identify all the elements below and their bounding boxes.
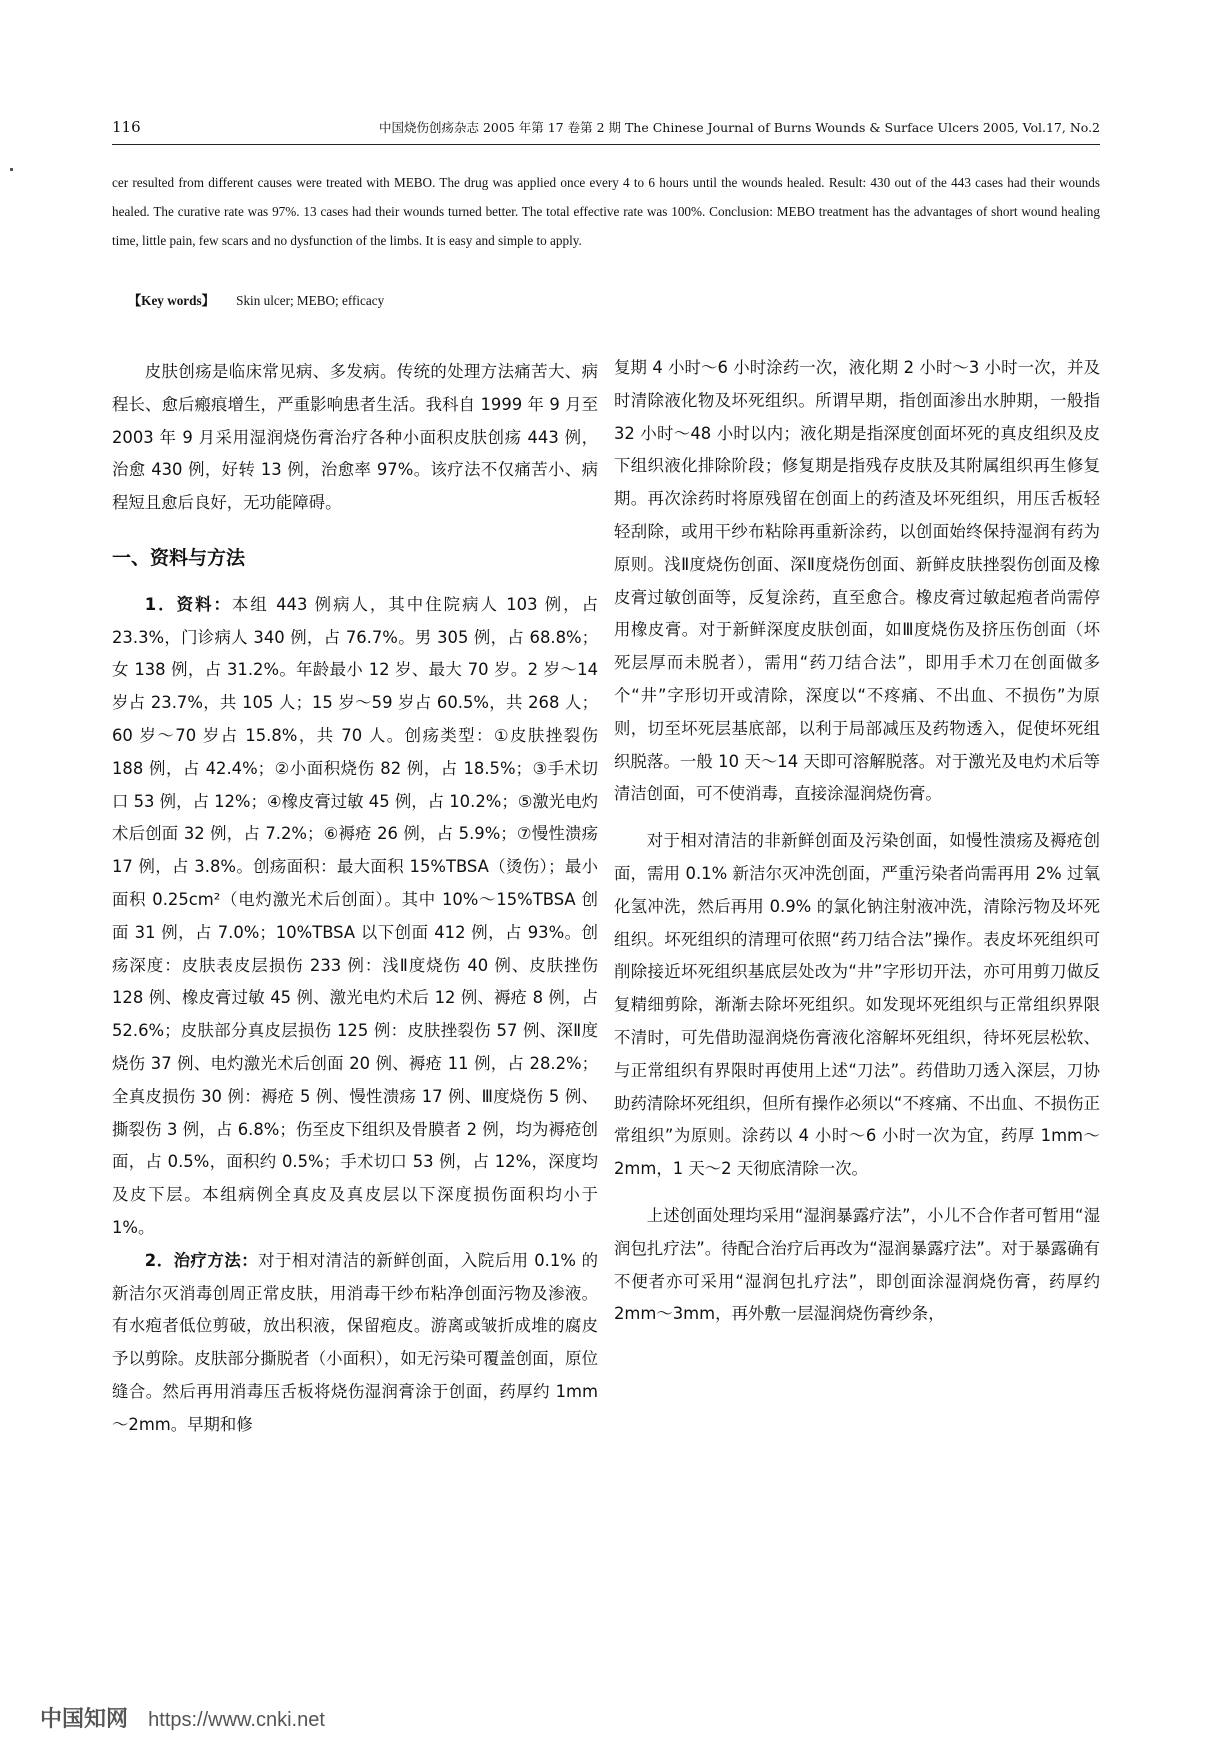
materials-text: 本组 443 例病人，其中住院病人 103 例，占 23.3%，门诊病人 340 例，占 76.7%。男 305 例，占 68.8%；女 138 例，占 31.2%。年龄最小 12 岁、最大 70 岁。2 岁～14 岁占 23.7%，共 105 人；15 岁～59 岁占 60.5%，共 268 人；60 岁～70 岁占 15.8%，共 70 人。创疡类型：①皮肤挫裂伤 188 例，占 42.4%；②小面积烧伤 82 例，占 18.5%；③手术切口 53 例，占 12%；④橡皮膏过敏 45 例，占 10.2%；⑤激光电灼术后创面 32 例，占 7.2%；⑥褥疮 26 例，占 5.9%；⑦慢性溃疡 17 例，占 3.8%。创疡面积：最大面积 15%TBSA（烫伤）；最小面积 0.25cm²（电灼激光术后创面）。其中 10%～15%TBSA 创面 31 例，占 7.0%；10%TBSA 以下创面 412 例，占 93%。创疡深度：皮肤表皮层损伤 233 例：浅Ⅱ度烧伤 40 例、皮肤挫伤 128 例、橡皮膏过敏 45 例、激光电灼术后 12 例、褥疮 8 例，占 52.6%；皮肤部分真皮层损伤 125 例：皮肤挫裂伤 57 例、深Ⅱ度烧伤 37 例、电灼激光术后创面 20 例、褥疮 11 例，占 28.2%；全真皮损伤 30 例：褥疮 5 例、慢性溃疡 17 例、Ⅲ度烧伤 5 例、撕裂伤 3 例，占 6.8%；伤至皮下组织及骨膜者 2 例，均为褥疮创面，占 0.5%，面积约 0.5%；手术切口 53 例，占 12%，深度均及皮下层。本组病例全真皮及真皮层以下深度损伤面积均小于 1%。 (112, 594, 598, 1237)
cnki-url: https://www.cnki.net (148, 1709, 325, 1731)
methods-paragraph (112, 1245, 598, 1442)
cnki-watermark (40, 1702, 325, 1733)
methods-lead: 2．治疗方法： (144, 1250, 259, 1270)
keywords-values: Skin ulcer; MEBO; efficacy (236, 293, 385, 308)
left-column (112, 356, 598, 1442)
header-divider (112, 144, 1100, 145)
methods-continued-paragraph: 复期 4 小时～6 小时涂药一次，液化期 2 小时～3 小时一次，并及时清除液化物及坏死组织。所谓早期，指创面渗出水肿期，一般指 32 小时～48 小时以内；液化期是指深度创面坏死的真皮组织及皮下组织液化排除阶段；修复期是指残存皮肤及其附属组织再生修复期。再次涂药时将原残留在创面上的药渣及坏死组织，用压舌板轻轻刮除，或用干纱布粘除再重新涂药，以创面始终保持湿润有药为原则。浅Ⅱ度烧伤创面、深Ⅱ度烧伤创面、新鲜皮肤挫裂伤创面及橡皮膏过敏创面等，反复涂药，直至愈合。橡皮膏过敏起疱者尚需停用橡皮膏。对于新鲜深度皮肤创面，如Ⅲ度烧伤及挤压伤创面（坏死层厚而未脱者），需用“药刀结合法”，即用手术刀在创面做多个“井”字形切开或清除，深度以“不疼痛、不出血、不损伤”为原则，切至坏死层基底部，以利于局部减压及药物透入，促使坏死组织脱落。一般 10 天～14 天即可溶解脱落。对于激光及电灼术后等清洁创面，可不使消毒，直接涂湿润烧伤膏。 (614, 358, 1100, 804)
contaminated-wound-paragraph: 对于相对清洁的非新鲜创面及污染创面，如慢性溃疡及褥疮创面，需用 0.1% 新洁尔灭冲洗创面，严重污染者尚需再用 2% 过氧化氢冲洗，然后再用 0.9% 的氯化钠注射液冲洗，清除污物及坏死组织。坏死组织的清理可依照“药刀结合法”操作。表皮坏死组织可削除接近坏死组织基底层处改为“井”字形切开法，亦可用剪刀做反复精细剪除，渐渐去除坏死组织。如发现坏死组织与正常组织界限不清时，可先借助湿润烧伤膏液化溶解坏死组织，待坏死层松软、与正常组织有界限时再使用上述“刀法”。药借助刀透入深层，刀协助药清除坏死组织，但所有操作必须以“不疼痛、不出血、不损伤正常组织”为原则。涂药以 4 小时～6 小时一次为宜，药厚 1mm～2mm，1 天～2 天彻底清除一次。 (614, 831, 1100, 1179)
right-column (614, 352, 1100, 1331)
scan-speck (10, 168, 13, 171)
exposure-therapy-paragraph: 上述创面处理均采用“湿润暴露疗法”，小儿不合作者可暂用“湿润包扎疗法”。待配合治疗后再改为“湿润暴露疗法”。对于暴露确有不便者亦可采用“湿润包扎疗法”，即创面涂湿润烧伤膏，药厚约 2mm～3mm，再外敷一层湿润烧伤膏纱条， (614, 1205, 1100, 1324)
cnki-logo: 中国知网 (40, 1706, 129, 1731)
intro-paragraph: 皮肤创疡是临床常见病、多发病。传统的处理方法痛苦大、病程长、愈后瘢痕增生，严重影响患者生活。我科自 1999 年 9 月至 2003 年 9 月采用湿润烧伤膏治疗各种小面积皮肤创疡 443 例，治愈 430 例，好转 13 例，治愈率 97%。该疗法不仅痛苦小、病程短且愈后良好，无功能障碍。 (112, 362, 598, 513)
keywords-line (128, 290, 384, 309)
keywords-label: 【Key words】 (128, 293, 215, 308)
materials-paragraph (112, 589, 598, 1245)
abstract-text: cer resulted from different causes were treated with MEBO. The drug was applied once every 4 to 6 hours until the wounds healed. Result: 430 out of the 443 cases had their wounds healed. The curative rate was 97%. 13 cases had their wounds turned better. The total effective rate was 100%. Conclusion: MEBO treatment has the advantages of short wound healing time, little pain, few scars and no dysfunction of the limbs. It is easy and simple to apply. (112, 175, 1100, 248)
page-number: 116 (112, 118, 141, 136)
journal-header: 中国烧伤创疡杂志 2005 年第 17 卷第 2 期 The Chinese Journal of Burns Wounds & Surface Ulcers 2005, Vol.17, No.2 (378, 120, 1100, 135)
section-heading: 一、资料与方法 (112, 546, 246, 569)
methods-text: 对于相对清洁的新鲜创面，入院后用 0.1% 的新洁尔灭消毒创周正常皮肤，用消毒干纱布粘净创面污物及渗液。有水疱者低位剪破，放出积液，保留疱皮。游离或皱折成堆的腐皮予以剪除。皮肤部分撕脱者（小面积），如无污染可覆盖创面，原位缝合。然后再用消毒压舌板将烧伤湿润膏涂于创面，药厚约 1mm～2mm。早期和修 (112, 1250, 599, 1434)
materials-lead: 1．资料： (144, 594, 232, 614)
